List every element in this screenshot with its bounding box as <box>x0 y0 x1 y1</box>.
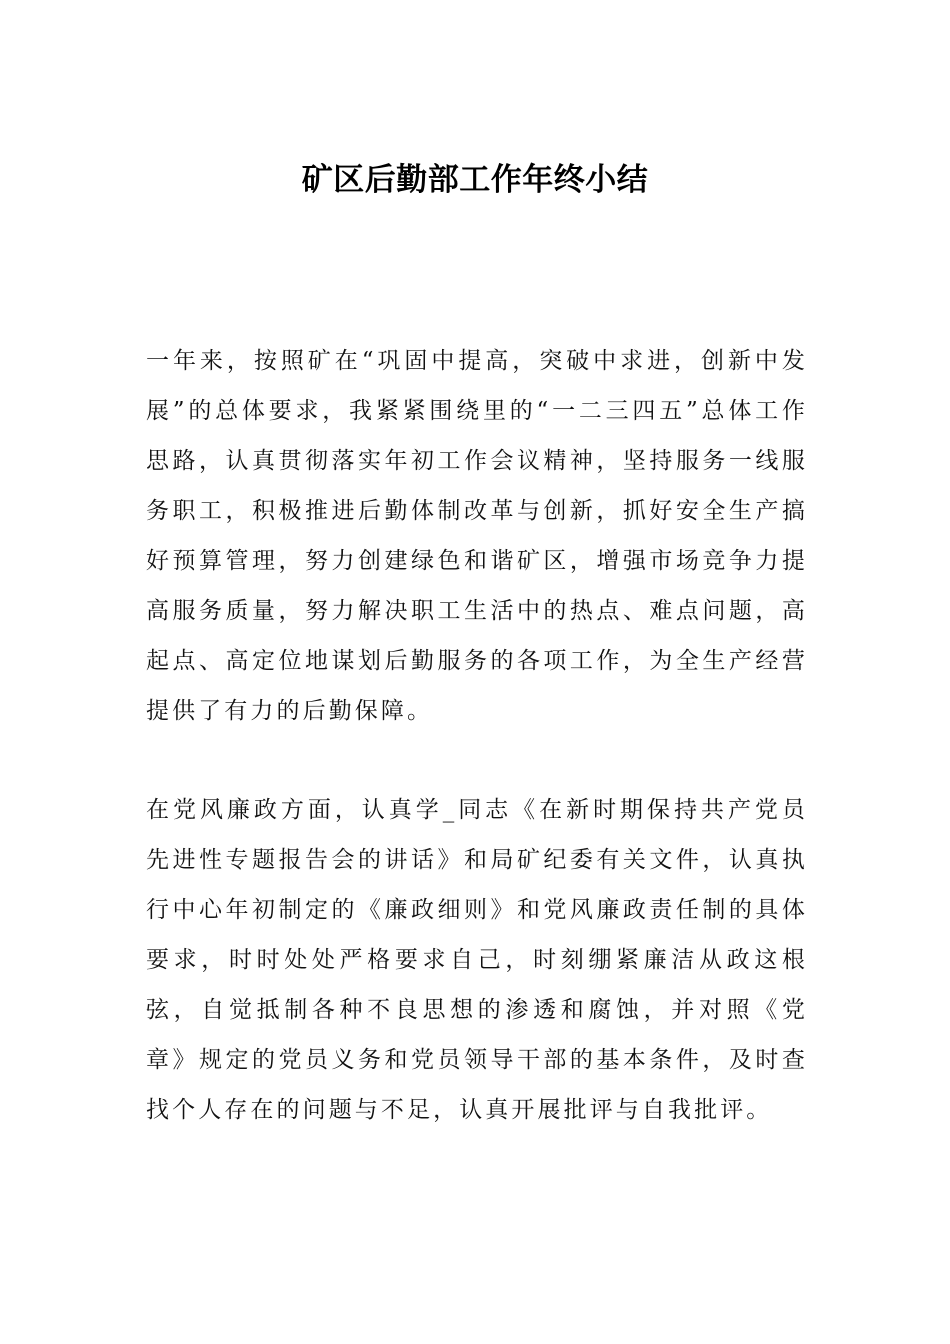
paragraph-annual-summary: 一年来，按照矿在“巩固中提高，突破中求进，创新中发展”的总体要求，我紧紧围绕里的“一二三四五”总体工作思路，认真贯彻落实年初工作会议精神，坚持服务一线服务职工，积极推进后勤体制改革与创新，抓好安全生产搞好预算管理，努力创建绿色和谐矿区，增强市场竞争力提高服务质量，努力解决职工生活中的热点、难点问题，高起点、高定位地谋划后勤服务的各项工作，为全生产经营提供了有力的后勤保障。 <box>146 348 808 724</box>
paragraph-party-conduct: 在党风廉政方面，认真学_同志《在新时期保持共产党员先进性专题报告会的讲话》和局矿纪委有关文件，认真执行中心年初制定的《廉政细则》和党风廉政责任制的具体要求，时时处处严格要求自己，时刻绷紧廉洁从政这根弦，自觉抵制各种不良思想的渗透和腐蚀，并对照《党章》规定的党员义务和党员领导干部的基本条件，及时查找个人存在的问题与不足，认真开展批评与自我批评。 <box>146 797 808 1123</box>
document-title: 矿区后勤部工作年终小结 <box>301 162 649 198</box>
